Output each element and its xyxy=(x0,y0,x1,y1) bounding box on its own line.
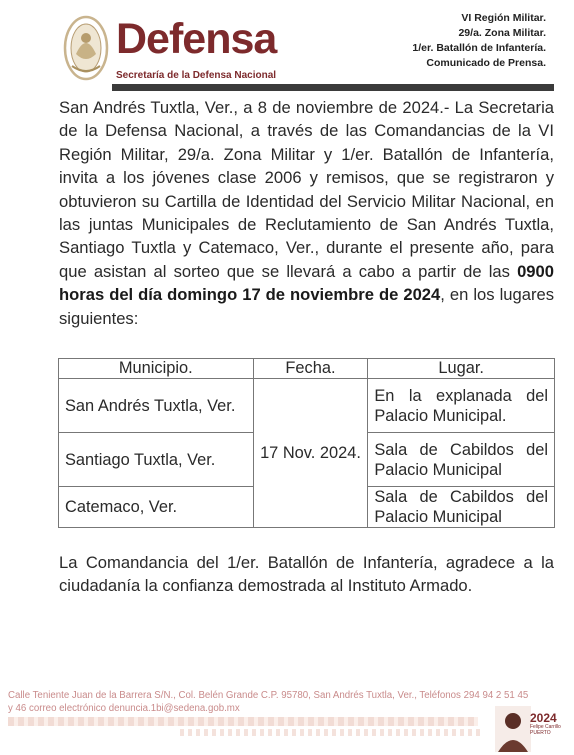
event-time: 0900 horas del día domingo 17 de noviembre de 2024 xyxy=(59,261,554,305)
brand-subtitle: Secretaría de la Defensa Nacional xyxy=(116,70,277,81)
header-doc-type: Comunicado de Prensa. xyxy=(426,57,546,69)
lugar-cell: En la explanada del Palacio Municipal. xyxy=(368,379,555,433)
header-zone: 29/a. Zona Militar. xyxy=(458,27,546,39)
commemorative-badge xyxy=(530,712,564,736)
national-seal-icon xyxy=(62,14,110,82)
col-lugar: Lugar. xyxy=(368,359,555,379)
footer-contact xyxy=(8,689,528,715)
portrait-icon xyxy=(495,706,531,752)
date-cell: 17 Nov. 2024. xyxy=(253,379,368,528)
lottery-table xyxy=(58,358,555,528)
header-battalion: 1/er. Batallón de Infantería. xyxy=(412,42,546,54)
municipio-cell: Catemaco, Ver. xyxy=(59,487,254,528)
municipio-cell: Santiago Tuxtla, Ver. xyxy=(59,433,254,487)
header-info xyxy=(412,11,546,71)
municipio-cell: San Andrés Tuxtla, Ver. xyxy=(59,379,254,433)
closing-paragraph: La Comandancia del 1/er. Batallón de Infantería, agradece a la ciudadanía la confianza demostrada al Instituto Armado. xyxy=(59,553,554,596)
header-rule xyxy=(112,84,554,91)
footer-address: Calle Teniente Juan de la Barrera S/N., Col. Belén Grande C.P. 95780, San Andrés Tuxtla, Ver., Teléfonos 294 94 2 51 45 xyxy=(8,690,529,701)
lugar-cell: Sala de Cabildos del Palacio Municipal xyxy=(368,433,555,487)
col-fecha: Fecha. xyxy=(253,359,368,379)
badge-name: Felipe Carrillo PUERTO xyxy=(530,724,561,736)
header-region: VI Región Militar. xyxy=(461,12,546,24)
intro-paragraph xyxy=(59,96,554,330)
intro-end: , en los lugares siguientes: xyxy=(59,285,554,328)
footer-ornament-lower xyxy=(180,729,480,736)
footer-email: y 46 correo electrónico denuncia.1bi@sedena.gob.mx xyxy=(8,703,240,714)
brand-name: Defensa xyxy=(116,15,277,63)
intro-text: San Andrés Tuxtla, Ver., a 8 de noviembre de 2024.- La Secretaria de la Defensa Nacional, a través de las Comandancias de la VI Región Militar, 29/a. Zona Militar y 1/er. Batallón de Infantería, invita a los jóvenes clase 2006 y remisos, que se registraron y obtuvieron su Cartilla de Identidad del Servicio Militar Nacional, en las juntas Municipales de Reclutamiento de San Andrés Tuxtla, Santiago Tuxtla y Catemaco, Ver., durante el presente año, para que asistan al sorteo que se llevará a cabo a partir de las xyxy=(59,98,554,281)
table-row xyxy=(59,379,555,433)
col-municipio: Municipio. xyxy=(59,359,254,379)
table-header-row xyxy=(59,359,555,379)
footer-ornament xyxy=(8,717,478,726)
badge-year: 2024 xyxy=(530,711,557,725)
lugar-cell: Sala de Cabildos del Palacio Municipal xyxy=(368,487,555,528)
